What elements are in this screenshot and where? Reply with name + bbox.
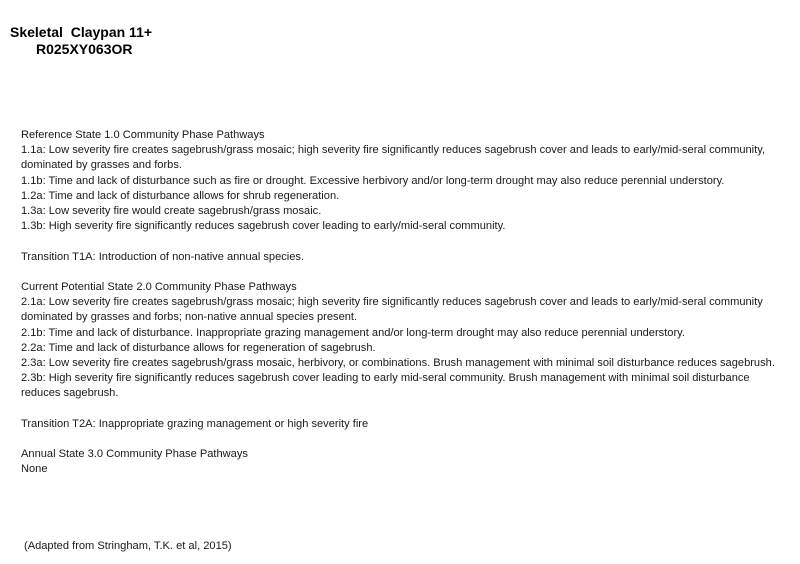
annual-state-pathways: None [21, 463, 48, 476]
pathway-2-1a: 2.1a: Low severity fire creates sagebrush/grass mosaic; high severity fire significantly reduces sagebrush cover and leads to early/mid-seral community dominated by grasses and forbs; non-native annual species present. [21, 296, 763, 324]
pathway-1-3b: 1.3b: High severity fire significantly reduces sagebrush cover leading to early/mid-seral community. [21, 220, 506, 233]
pathway-1-2a: 1.2a: Time and lack of disturbance allows for shrub regeneration. [21, 189, 340, 202]
pathway-2-3b: 2.3b: High severity fire significantly reduces sagebrush cover leading to early mid-seral community. Brush management with minimal soil disturbance reduces sagebrush. [21, 372, 750, 400]
site-id: R025XY063OR [36, 41, 133, 57]
transition-t1a: Transition T1A: Introduction of non-native annual species. [21, 250, 305, 263]
citation: (Adapted from Stringham, T.K. et al, 2015) [24, 540, 232, 552]
pathway-2-3a: 2.3a: Low severity fire creates sagebrush/grass mosaic, herbivory, or combinations. Brush management with minimal soil disturbance reduces sagebrush. [21, 357, 775, 370]
pathway-1-1b: 1.1b: Time and lack of disturbance such as fire or drought. Excessive herbivory and/or long-term drought may also reduce perennial understory. [21, 174, 725, 187]
section-spacer [21, 432, 791, 447]
pathway-description [21, 128, 791, 478]
pathway-2-2a: 2.2a: Time and lack of disturbance allows for regeneration of sagebrush. [21, 341, 376, 354]
pathway-1-1a: 1.1a: Low severity fire creates sagebrush/grass mosaic; high severity fire significantly reduces sagebrush cover and leads to early/mid-seral community, dominated by grasses and forbs. [21, 144, 766, 172]
section-heading-reference-state: Reference State 1.0 Community Phase Pathways [21, 129, 265, 141]
section-spacer [21, 265, 791, 280]
section-spacer [21, 402, 791, 417]
section-heading-current-potential-state: Current Potential State 2.0 Community Phase Pathways [21, 281, 297, 293]
pathway-1-3a: 1.3a: Low severity fire would create sagebrush/grass mosaic. [21, 205, 322, 218]
section-spacer [21, 234, 791, 249]
pathway-2-1b: 2.1b: Time and lack of disturbance. Inappropriate grazing management and/or long-term drought may also reduce perennial understory. [21, 326, 685, 339]
document-title [10, 24, 210, 58]
transition-t2a: Transition T2A: Inappropriate grazing management or high severity fire [21, 417, 369, 430]
site-name: Skeletal Claypan 11+ [10, 24, 153, 40]
section-heading-annual-state: Annual State 3.0 Community Phase Pathways [21, 448, 248, 461]
